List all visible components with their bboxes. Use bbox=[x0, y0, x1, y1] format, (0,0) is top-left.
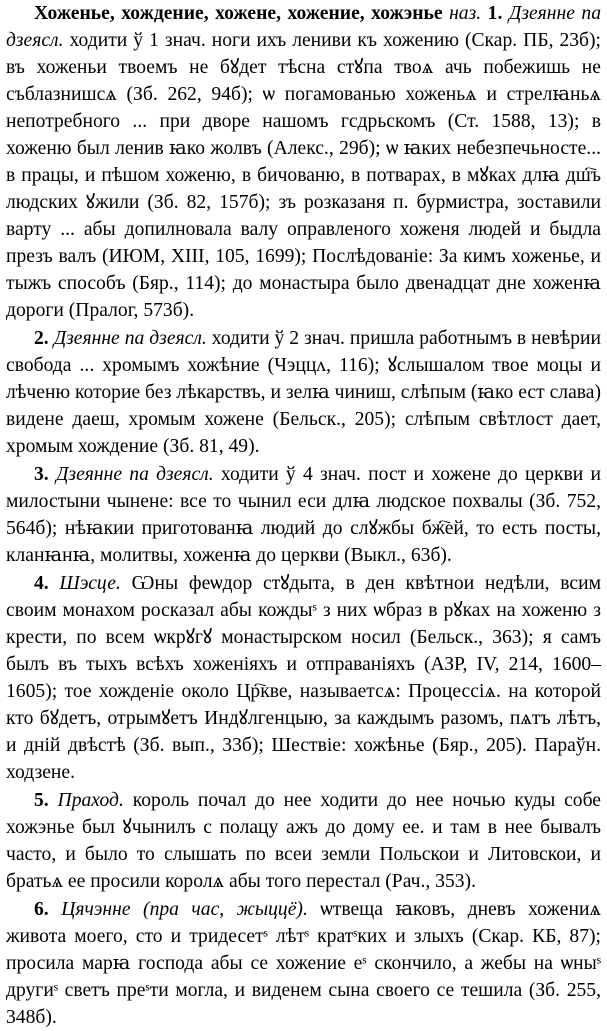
headword: Хоженье, хождение, хожене, хожение, хожэнье bbox=[34, 3, 443, 24]
sense-text: Ѡны феѡдор стꙋдыта, в ден квѣтнои недѣли, всим своим монахом росказал абы кождыˢ з них ѡбраз в рꙋках на хоженю з крести, по всем ѡкрꙋгꙋ монастырском носил (Бельск., 363); я самъ былъ въ тыхъ всѣхъ хоженіяхъ и отправаніяхъ (АЗР, IV, 214, 1600–1605); тое хожденіе около Цр҇кве, называетсѧ: Процессіѧ. на которой кто бꙋдетъ, отрымꙋетъ Индꙋлгенцыю, за каждымъ разомъ, пѧтъ лѣтъ, и дній двѣстѣ (Зб. вып., 33б); Шествіе: хожѣнье (Бяр., 205). Параўн. ходзене. bbox=[6, 573, 602, 783]
sense-3-paragraph bbox=[6, 461, 601, 569]
sense-gloss: Дзеянне па дзеясл. bbox=[55, 464, 214, 485]
sense-text: ходити ў 4 знач. пост и хожене до церкви и милостыни чынене: все то чынил еси длꙗ людское похвалы (Зб. 752, 564б); нѣꙗкии приготованꙗ людий до слꙋжбы бж҇ей, то есть посты, кланꙗнꙗ, молитвы, хоженꙗ до церкви (Выкл., 63б). bbox=[6, 464, 601, 566]
sense-5-paragraph bbox=[6, 787, 601, 895]
sense-number: 6. bbox=[34, 899, 49, 920]
sense-1-paragraph bbox=[6, 0, 601, 324]
sense-text: ходити ў 1 знач. ноги ихъ лениви къ хожению (Скар. ПБ, 23б); въ хоженьи твоемъ не бꙋдет тѣсна стꙋпа твоѧ ачь побежишь не съблазнишсѧ (Зб. 262, 94б); ѡ погамованью хоженьѧ и стрелꙗньѧ непотребного ... при дворе нашомъ гсдрьскомъ (Ст. 1588, 13); в хоженю был ленив ꙗко жолвъ (Алекс., 29б); ѡ ꙗких небезпечьносте... в працы, и пѣшом хоженю, в бичованю, в потварах, в мꙋках длꙗ дш҇ъ людских ꙋжили (Зб. 82, 157б); зъ розказаня п. бурмистра, зоставили варту ... абы допилновала валу оправленого хоженя людей и быдла презъ валъ (ИЮМ, XIII, 105, 1699); Послѣдованіе: За кимъ хоженье, и тыжъ способъ (Бяр., 114); до монастыра было двенадцат дне хоженꙗ дороги (Пралог, 573б). bbox=[6, 30, 601, 321]
sense-text: ѡтвеща ꙗковъ, дневъ хожениѧ живота моего, сто и тридесетˢ лѣтˢ кратˢких и злыхъ (Скар. КБ, 87); просила марꙗ господа абы се хожение еˢ скончило, а жебы на ѡныˢ другиˢ светъ преˢти могла, и виденем сына своего се тешила (Зб. 255, 348б). bbox=[6, 899, 601, 1028]
sense-gloss: Праход. bbox=[57, 790, 124, 811]
sense-gloss: Цячэнне (пра час, жыццё). bbox=[61, 899, 308, 920]
part-of-speech: наз. bbox=[449, 3, 482, 24]
sense-gloss: Дзеянне па дзеясл. bbox=[6, 3, 602, 51]
sense-4-paragraph bbox=[6, 570, 601, 786]
sense-2-paragraph bbox=[6, 325, 601, 460]
sense-gloss: Дзеянне па дзеясл. bbox=[53, 328, 207, 349]
sense-number: 5. bbox=[34, 790, 49, 811]
sense-number: 2. bbox=[34, 328, 49, 349]
sense-gloss: Шэсце. bbox=[59, 573, 121, 594]
sense-number: 4. bbox=[34, 573, 49, 594]
sense-number: 1. bbox=[487, 3, 503, 24]
sense-6-paragraph bbox=[6, 896, 601, 1031]
sense-text: ходити ў 2 знач. пришла работнымъ в невѣрии свобода ... хромымъ хожѣние (Чэццᴧ, 116); ꙋслышалом твое моцы и лѣченю которие без лѣкарствъ, и зелꙗ чиниш, слѣпым (ꙗко ест слава) видене даеш, хромым хожене (Бельск., 205); слѣпым свѣтлост дает, хромым хождение (Зб. 81, 49). bbox=[6, 328, 601, 457]
sense-number: 3. bbox=[34, 464, 49, 485]
sense-text: король почал до нее ходити до нее ночью куды собе хожэнье был ꙋчынилъ с полацу ажъ до дому ее. и там в нее бывалъ часто, и было то слышать по всеи земли Польскои и Литовскои, и братьѧ ее просили королѧ абы того перестал (Рач., 353). bbox=[6, 790, 601, 892]
